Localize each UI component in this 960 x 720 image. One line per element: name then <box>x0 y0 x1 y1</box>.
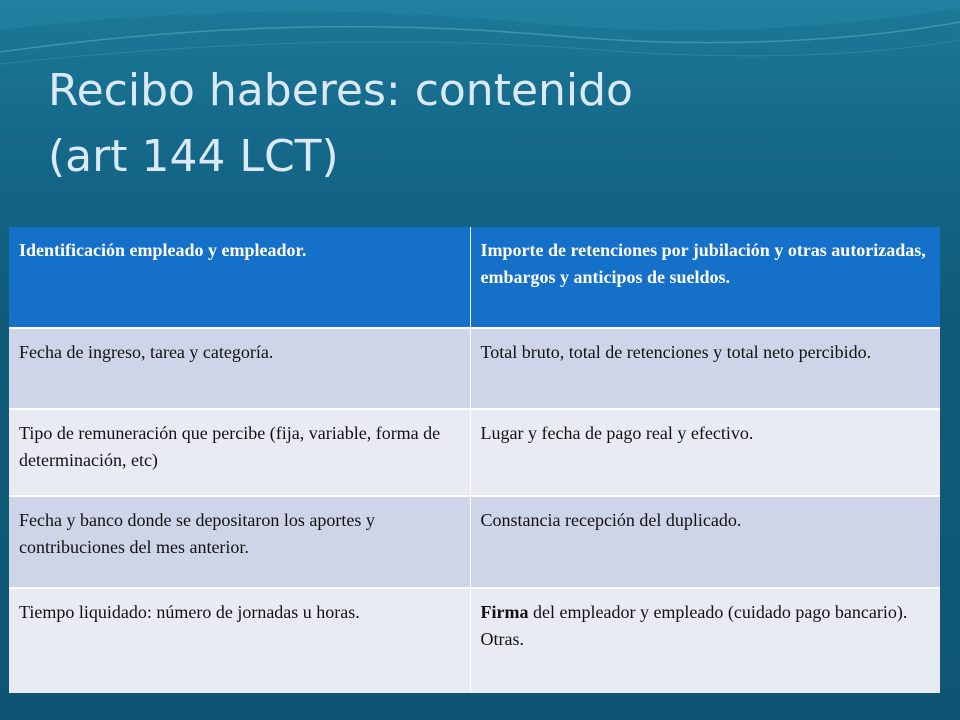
title-line-1: Recibo haberes: contenido <box>48 65 633 116</box>
table-row <box>9 588 940 693</box>
signature-emphasis: Firma <box>480 602 529 622</box>
table-cell-signature <box>470 588 940 693</box>
table-cell: Fecha y banco donde se depositaron los aportes y contribuciones del mes anterior. <box>9 496 470 588</box>
signature-text: del empleador y empleado (cuidado pago bancario). <box>528 602 908 622</box>
title-line-2: (art 144 LCT) <box>48 131 339 182</box>
table-cell: Tiempo liquidado: número de jornadas u horas. <box>9 588 470 693</box>
content-table <box>9 227 940 693</box>
table-cell: Tipo de remuneración que percibe (fija, variable, forma de determinación, etc) <box>9 409 470 496</box>
table-cell: Fecha de ingreso, tarea y categoría. <box>9 328 470 409</box>
table-header-row <box>9 227 940 328</box>
table-cell: Constancia recepción del duplicado. <box>470 496 940 588</box>
table-row <box>9 496 940 588</box>
header-cell-left: Identificación empleado y empleador. <box>9 227 470 328</box>
slide-title <box>48 58 908 190</box>
header-cell-right: Importe de retenciones por jubilación y otras autorizadas, embargos y anticipos de sueldos. <box>470 227 940 328</box>
table-row <box>9 409 940 496</box>
table-cell: Total bruto, total de retenciones y total neto percibido. <box>470 328 940 409</box>
others-text: Otras. <box>480 629 524 649</box>
table-cell: Lugar y fecha de pago real y efectivo. <box>470 409 940 496</box>
table-row <box>9 328 940 409</box>
